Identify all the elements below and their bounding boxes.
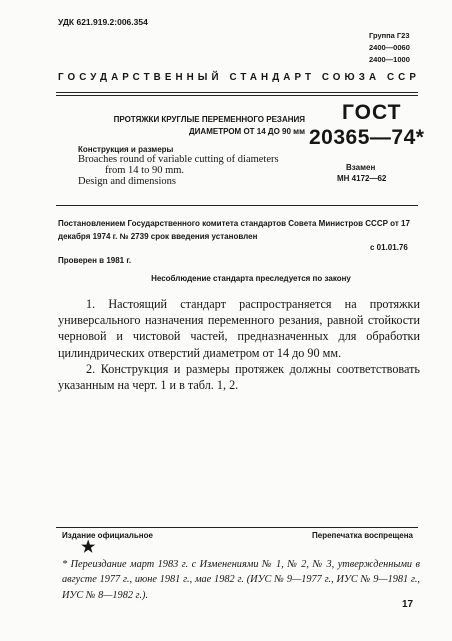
paragraph: 1. Настоящий стандарт распространяется на протяжки универсального назначения переменного резания, равной стойкости черновой и чистовой частей, предназначенных для обработки цилиндрических отверстий диаметром от 14 до 90 мм. <box>58 297 420 360</box>
title-ru-line: ПРОТЯЖКИ КРУГЛЫЕ ПЕРЕМЕННОГО РЕЗАНИЯ <box>113 115 305 124</box>
title-ru-line: ДИАМЕТРОМ ОТ 14 ДО 90 мм <box>188 126 305 136</box>
top-rule-thin <box>56 95 418 96</box>
group-code: 2400—1000 <box>369 55 410 64</box>
title-en-line: Design and dimensions <box>78 175 176 187</box>
title-en <box>78 155 308 187</box>
title-en-line: Broaches round of variable cutting of diameters <box>78 154 279 165</box>
title-ru <box>75 114 305 137</box>
footnote: * Переиздание март 1983 г. с Изменениями № 1, № 2, № 3, утвержденными в августе 1977 г., июне 1981 г., мае 1982 г. (ИУС № 9—1977 г., ИУС № 9—1981 г., ИУС № 8—1982 г.). <box>62 559 420 601</box>
group-block <box>369 30 419 66</box>
group-code: 2400—0060 <box>369 43 410 52</box>
reprint-notice: Перепечатка воспрещена <box>312 531 413 540</box>
effective-date: с 01.01.76 <box>370 243 408 252</box>
decree-text: Постановлением Государственного комитета стандартов Совета Министров СССР от 17 декабря 1974 г. № 2739 срок введения установлен <box>58 219 410 241</box>
gost-label: ГОСТ <box>342 101 402 124</box>
replacement-code: МН 4172—62 <box>337 174 387 183</box>
main-text <box>58 296 420 393</box>
paragraph: 2. Конструкция и размеры протяжек должны соответствовать указанным на черт. 1 и в табл. 1, 2. <box>58 361 420 393</box>
page-number: 17 <box>402 599 414 610</box>
subtitle-ru: Конструкция и размеры <box>78 145 174 154</box>
group-label: Группа Г23 <box>369 31 410 40</box>
star-icon: ★ <box>81 539 96 556</box>
law-notice: Несоблюдение стандарта преследуется по закону <box>151 274 351 283</box>
middle-rule <box>56 205 418 206</box>
replacement-label: Взамен <box>346 163 376 172</box>
title-en-line: from 14 to 90 mm. <box>105 164 185 176</box>
top-rule <box>56 92 418 93</box>
standard-title: ГОСУДАРСТВЕННЫЙ СТАНДАРТ СОЮЗА ССР <box>58 72 420 83</box>
bottom-rule <box>56 527 418 528</box>
gost-number: 20365—74* <box>309 126 425 149</box>
edition-label: Издание официальное <box>62 531 153 540</box>
udk-code: УДК 621.919.2:006.354 <box>58 17 148 27</box>
checked-note: Проверен в 1981 г. <box>58 256 132 265</box>
